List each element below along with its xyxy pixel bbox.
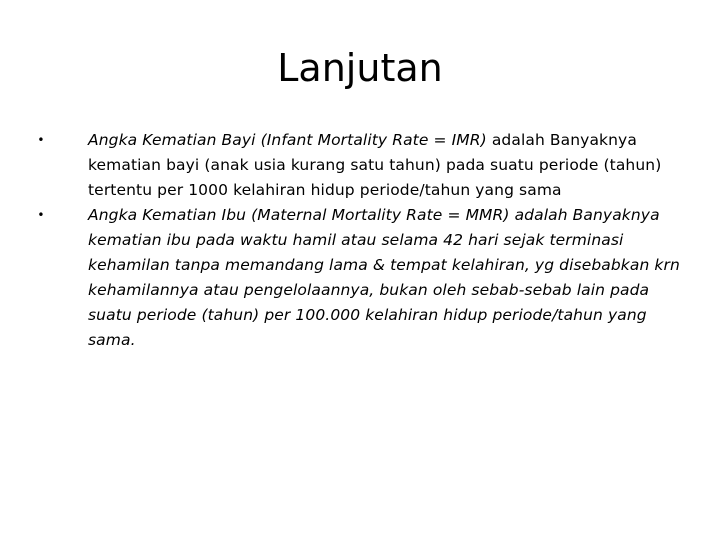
slide-title: Lanjutan	[277, 46, 443, 90]
bullet-marker: •	[37, 208, 45, 222]
bullet-item-imr	[36, 128, 686, 203]
bullet-term-imr: Angka Kematian Bayi (Infant Mortality Rate = IMR)	[88, 131, 487, 149]
bullet-definition-imr: adalah Banyaknya kematian bayi (anak usia kurang satu tahun) pada suatu periode (tahun) tertentu per 1000 kelahiran hidup periode/tahun yang sama	[88, 131, 662, 199]
bullet-text-mmr: Angka Kematian Ibu (Maternal Mortality Rate = MMR) adalah Banyaknya kematian ibu pada waktu hamil atau selama 42 hari sejak terminasi kehamilan tanpa memandang lama & tempat kelahiran, yg disebabkan krn kehamilannya atau pengelolaannya, bukan oleh sebab-sebab lain pada suatu periode (tahun) per 100.000 kelahiran hidup periode/tahun yang sama.	[88, 206, 680, 349]
bullet-marker: •	[37, 133, 45, 147]
bullet-list	[36, 128, 686, 353]
bullet-item-mmr	[36, 203, 686, 353]
